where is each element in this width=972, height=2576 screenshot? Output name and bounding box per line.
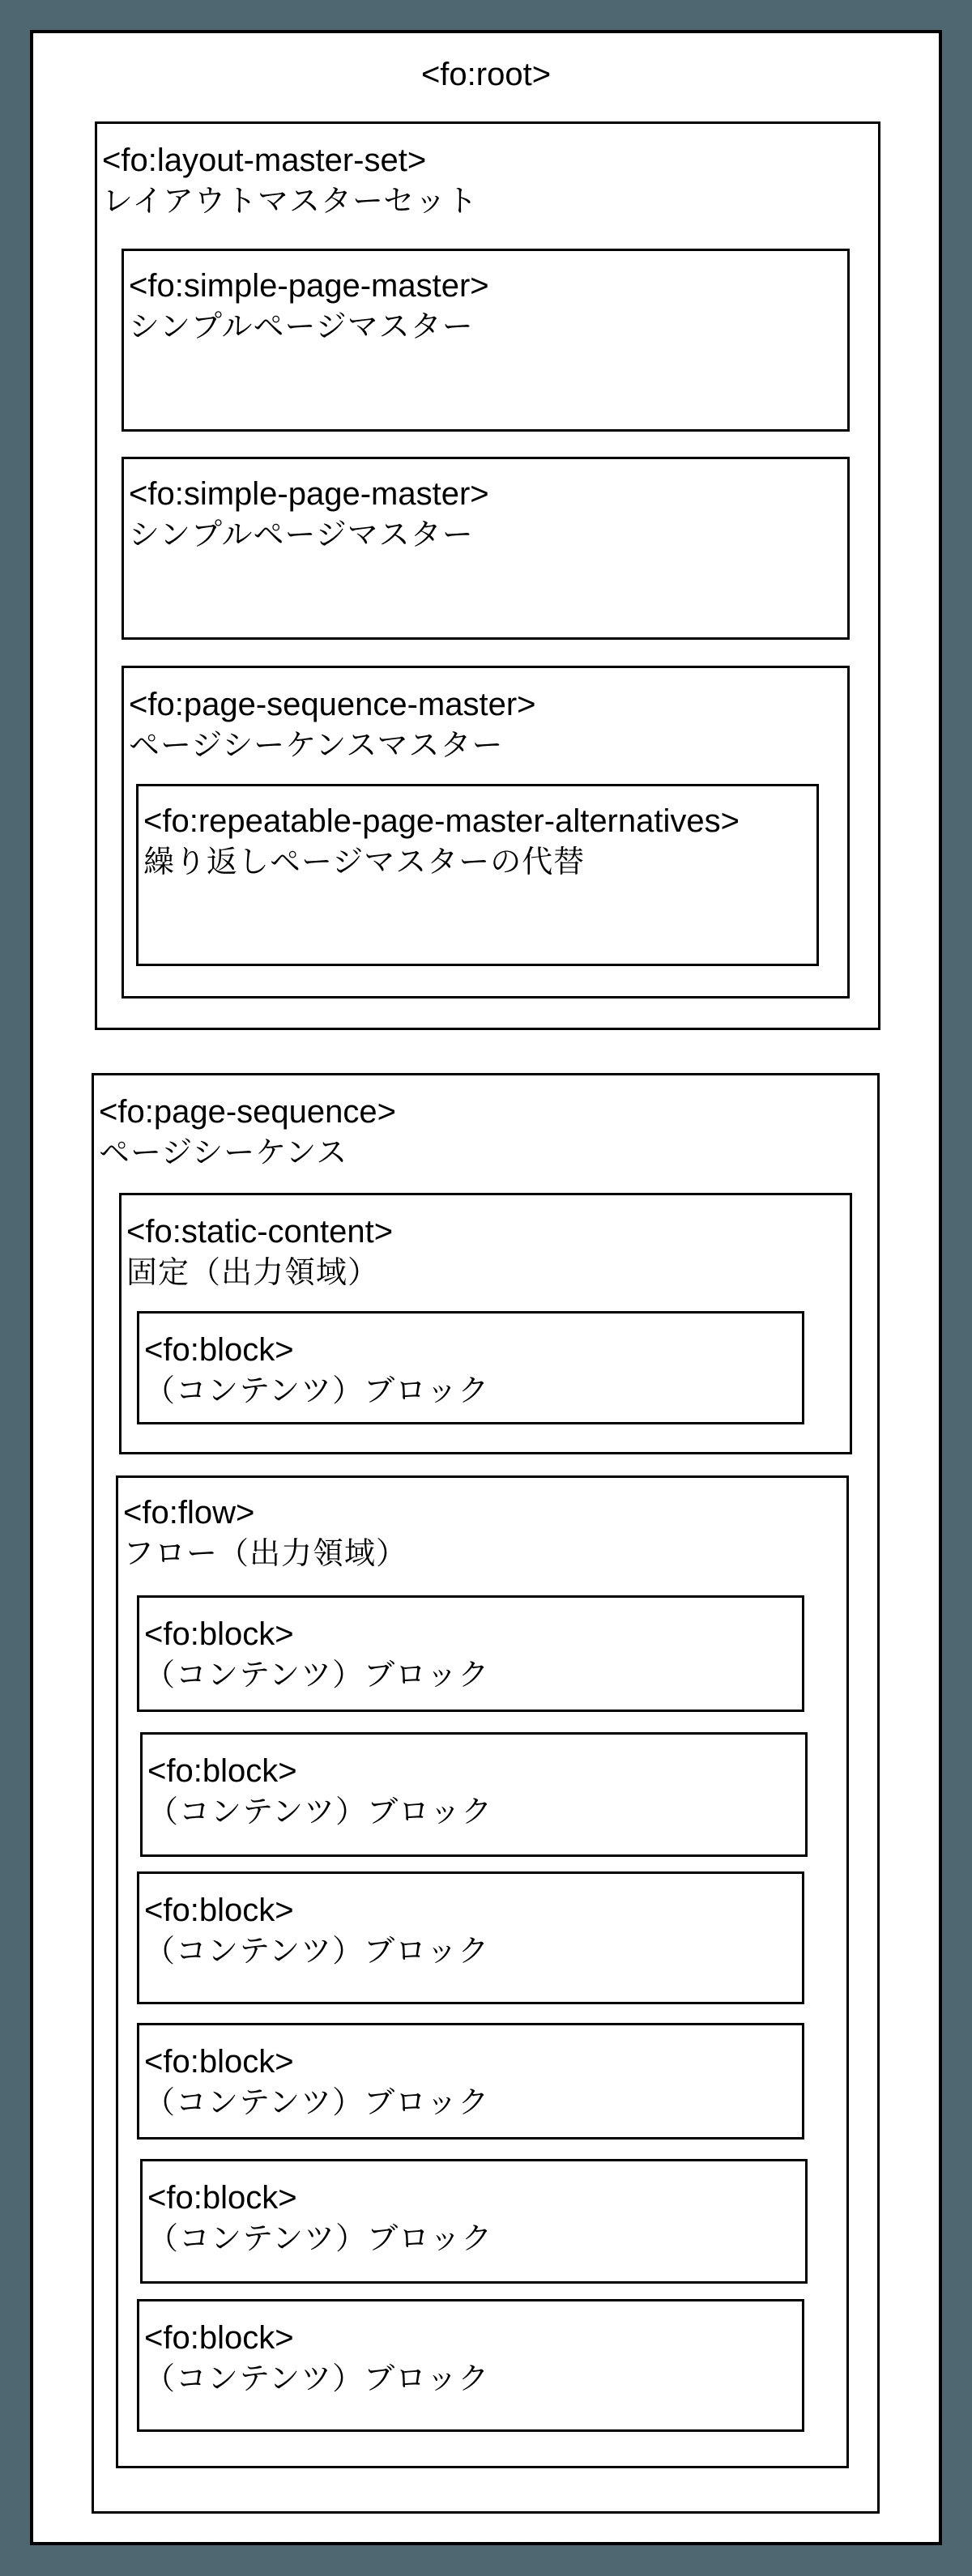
flow-block-box (137, 2023, 804, 2140)
simple-page-master-tag: <fo:simple-page-master> (129, 268, 489, 304)
flow-jp: フロー（出力領域） (123, 1535, 408, 1571)
page-sequence-master-tag: <fo:page-sequence-master> (129, 687, 536, 722)
fo-root-title: <fo:root> (420, 57, 552, 92)
block-tag: <fo:block> (144, 2320, 294, 2356)
block-jp: （コンテンツ）ブロック (144, 1657, 490, 1692)
static-content-block-box (137, 1311, 804, 1424)
static-content-tag: <fo:static-content> (126, 1214, 394, 1250)
block-tag: <fo:block> (147, 2180, 297, 2216)
flow-block-label (144, 2042, 489, 2123)
page-sequence-label (99, 1092, 396, 1173)
simple-page-master-jp: シンプルページマスター (129, 309, 474, 344)
flow-block-label (147, 2178, 492, 2259)
flow-block-box (140, 2159, 808, 2284)
block-jp: （コンテンツ）ブロック (147, 2220, 493, 2256)
page-sequence-master-label (129, 684, 536, 765)
block-tag: <fo:block> (147, 1753, 297, 1789)
layout-master-set-tag: <fo:layout-master-set> (102, 143, 427, 178)
repeatable-page-master-alternatives-label (143, 801, 740, 882)
flow-block-label (147, 1751, 492, 1832)
simple-page-master-tag: <fo:simple-page-master> (129, 476, 489, 512)
flow-block-box (137, 1871, 804, 2004)
simple-page-master-jp: シンプルページマスター (129, 517, 474, 552)
repeatable-page-master-alternatives-box (136, 784, 819, 966)
static-content-jp: 固定（出力領域） (126, 1254, 380, 1290)
static-content-label (126, 1211, 393, 1292)
block-tag: <fo:block> (144, 2044, 294, 2080)
page-sequence-jp: ページシーケンス (99, 1135, 348, 1170)
simple-page-master-label (129, 266, 489, 347)
flow-block-label (144, 1890, 489, 1971)
page-sequence-master-jp: ページシーケンスマスター (129, 727, 504, 763)
block-tag: <fo:block> (144, 1332, 294, 1368)
flow-block-box (137, 1595, 804, 1712)
repeatable-page-master-alternatives-jp: 繰り返しページマスターの代替 (143, 844, 586, 879)
block-jp: （コンテンツ）ブロック (144, 2361, 490, 2396)
block-tag: <fo:block> (144, 1893, 294, 1928)
layout-master-set-label (102, 140, 478, 221)
block-tag: <fo:block> (144, 1616, 294, 1652)
simple-page-master-box (122, 249, 850, 432)
page-sequence-tag: <fo:page-sequence> (99, 1094, 396, 1130)
simple-page-master-label (129, 474, 489, 555)
flow-block-label (144, 1614, 489, 1695)
block-jp: （コンテンツ）ブロック (144, 1933, 490, 1969)
flow-block-label (144, 2318, 489, 2399)
block-jp: （コンテンツ）ブロック (144, 1373, 490, 1408)
block-jp: （コンテンツ）ブロック (144, 2084, 490, 2120)
flow-block-box (140, 1732, 808, 1857)
simple-page-master-box (122, 457, 850, 640)
layout-master-set-jp: レイアウトマスターセット (102, 183, 479, 219)
repeatable-page-master-alternatives-tag: <fo:repeatable-page-master-alternatives> (143, 803, 740, 839)
block-jp: （コンテンツ）ブロック (147, 1794, 493, 1829)
flow-label (123, 1492, 407, 1573)
static-content-block-label (144, 1330, 489, 1411)
flow-tag: <fo:flow> (123, 1495, 255, 1531)
flow-block-box (137, 2299, 804, 2432)
